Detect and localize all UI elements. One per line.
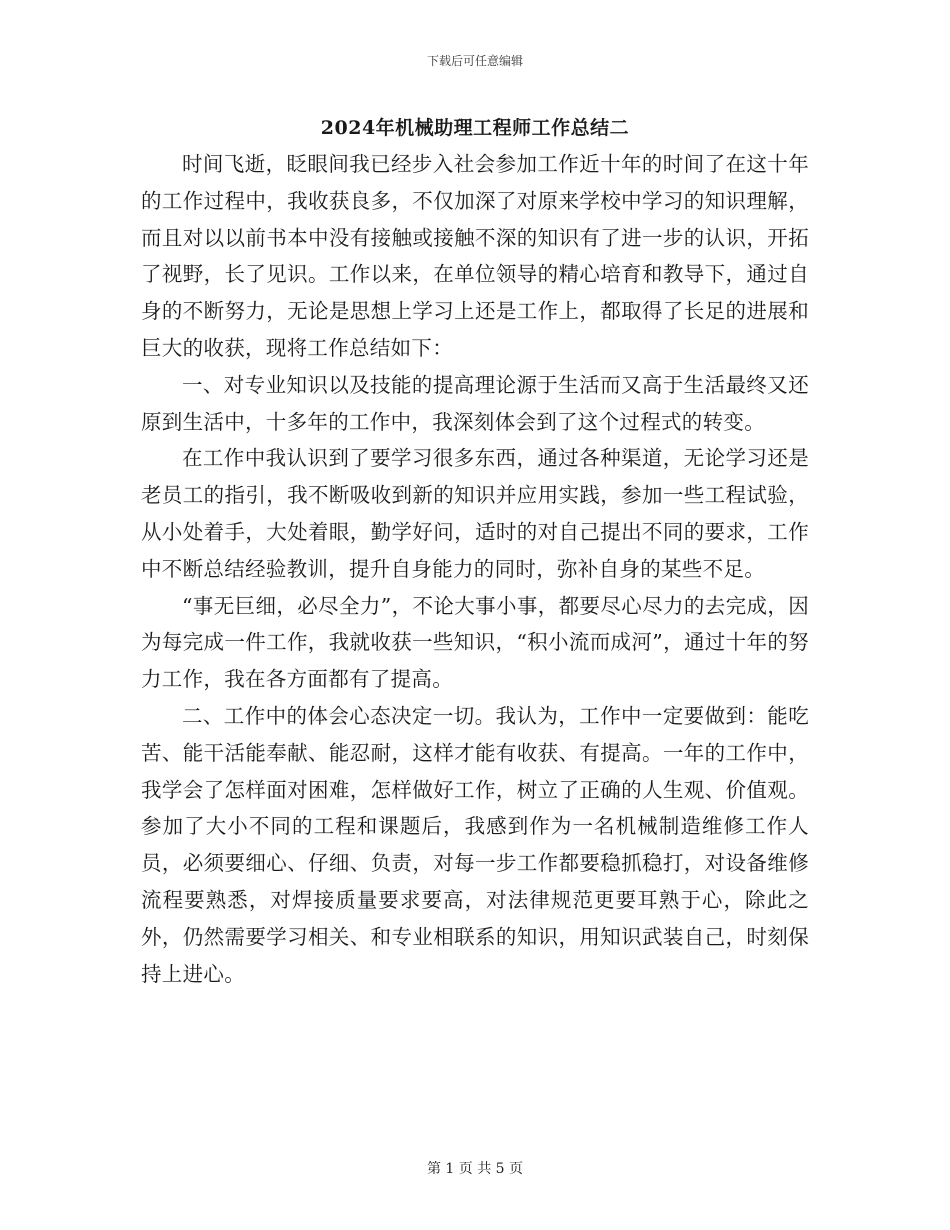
paragraph-section-two: 二、工作中的体会心态决定一切。我认为，工作中一定要做到：能吃苦、能干活能奉献、能忍耐，这样才能有收获、有提高。一年的工作中，我学会了怎样面对困难，怎样做好工作，树立了正确的人生观、价值观。参加了大小不同的工程和课题后，我感到作为一名机械制造维修工作人员，必须要细心、仔细、负责，对每一步工作都要稳抓稳打，对设备维修流程要熟悉，对焊接质量要求要高，对法律规范更要耳熟于心，除此之外，仍然需要学习相关、和专业相联系的知识，用知识武装自己，时刻保持上进心。 <box>141 703 809 986</box>
header-note: 下载后可任意编辑 <box>426 54 523 68</box>
paragraph-section-one: 一、对专业知识以及技能的提高理论源于生活而又高于生活最终又还原到生活中，十多年的工作中，我深刻体会到了这个过程式的转变。 <box>141 372 809 434</box>
paragraph-learning: 在工作中我认识到了要学习很多东西，通过各种渠道，无论学习还是老员工的指引，我不断吸收到新的知识并应用实践，参加一些工程试验，从小处着手，大处着眼，勤学好问，适时的对自己提出不同的要求，工作中不断总结经验教训，提升自身能力的同时，弥补自身的某些不足。 <box>141 446 809 581</box>
document-title: 2024年机械助理工程师工作总结二 <box>320 117 630 139</box>
document-body <box>141 146 809 992</box>
paragraph-diligence: “事无巨细，必尽全力”，不论大事小事，都要尽心尽力的去完成，因为每完成一件工作，我就收获一些知识，“积小流而成河”，通过十年的努力工作，我在各方面都有了提高。 <box>141 593 809 692</box>
paragraph-intro: 时间飞逝，眨眼间我已经步入社会参加工作近十年的时间了在这十年的工作过程中，我收获良多，不仅加深了对原来学校中学习的知识理解，而且对以以前书本中没有接触或接触不深的知识有了进一步的认识，开拓了视野，长了见识。工作以来，在单位领导的精心培育和教导下，通过自身的不断努力，无论是思想上学习上还是工作上，都取得了长足的进展和巨大的收获，现将工作总结如下： <box>141 152 809 360</box>
page-footer: 第 1 页 共 5 页 <box>426 1161 524 1177</box>
